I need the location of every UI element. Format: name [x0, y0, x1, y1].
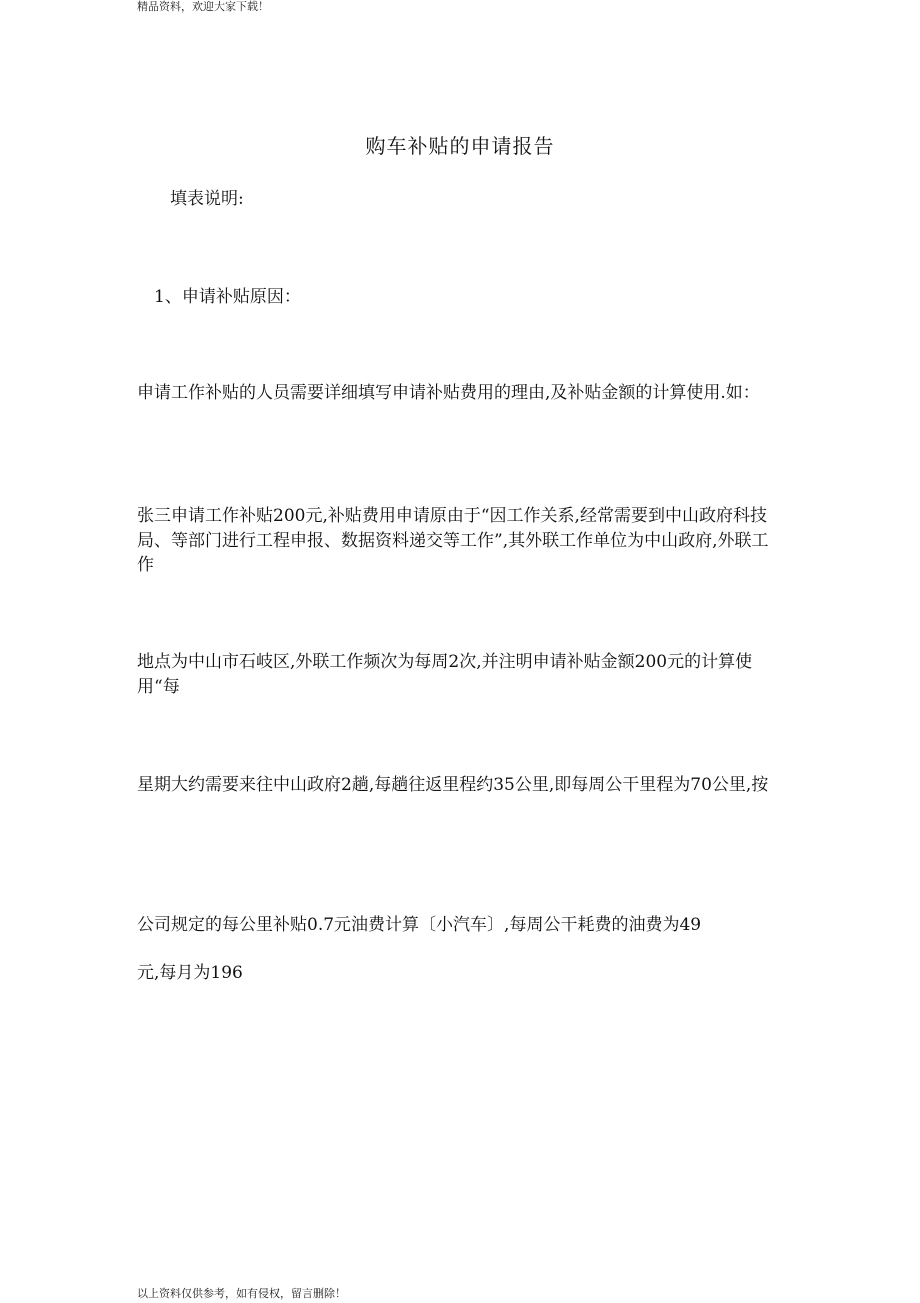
fill-instructions-label: 填表说明:	[170, 189, 244, 209]
paragraph-example-fuel: 公司规定的每公里补贴0.7元油费计算〔小汽车〕,每周公干耗费的油费为49	[137, 915, 702, 935]
paragraph-example-mileage: 星期大约需要来往中山政府2趟,每趟往返里程约35公里,即每周公干里程为70公里,按	[137, 775, 769, 795]
paragraph-example-reason: 张三申请工作补贴200元,补贴费用申请原由于“因工作关系,经常需要到中山政府科技局、等部门进行工程申报、数据资料递交等工作”,其外联工作单位为中山政府,外联工作	[137, 506, 769, 575]
paragraph-requirements: 申请工作补贴的人员需要详细填写申请补贴费用的理由,及补贴金额的计算使用.如：	[137, 383, 760, 403]
section-1-heading: 1、申请补贴原因：	[154, 287, 301, 307]
page-footer-note: 以上资料仅供参考，如有侵权，留言删除！	[137, 1287, 346, 1300]
paragraph-example-location: 地点为中山市石岐区,外联工作频次为每周2次,并注明申请补贴金额200元的计算使用“每	[137, 652, 753, 697]
document-title: 购车补贴的申请报告	[365, 134, 555, 158]
paragraph-example-monthly: 元,每月为196	[137, 963, 243, 983]
page-header-note: 精品资料，欢迎大家下载！	[137, 0, 269, 13]
